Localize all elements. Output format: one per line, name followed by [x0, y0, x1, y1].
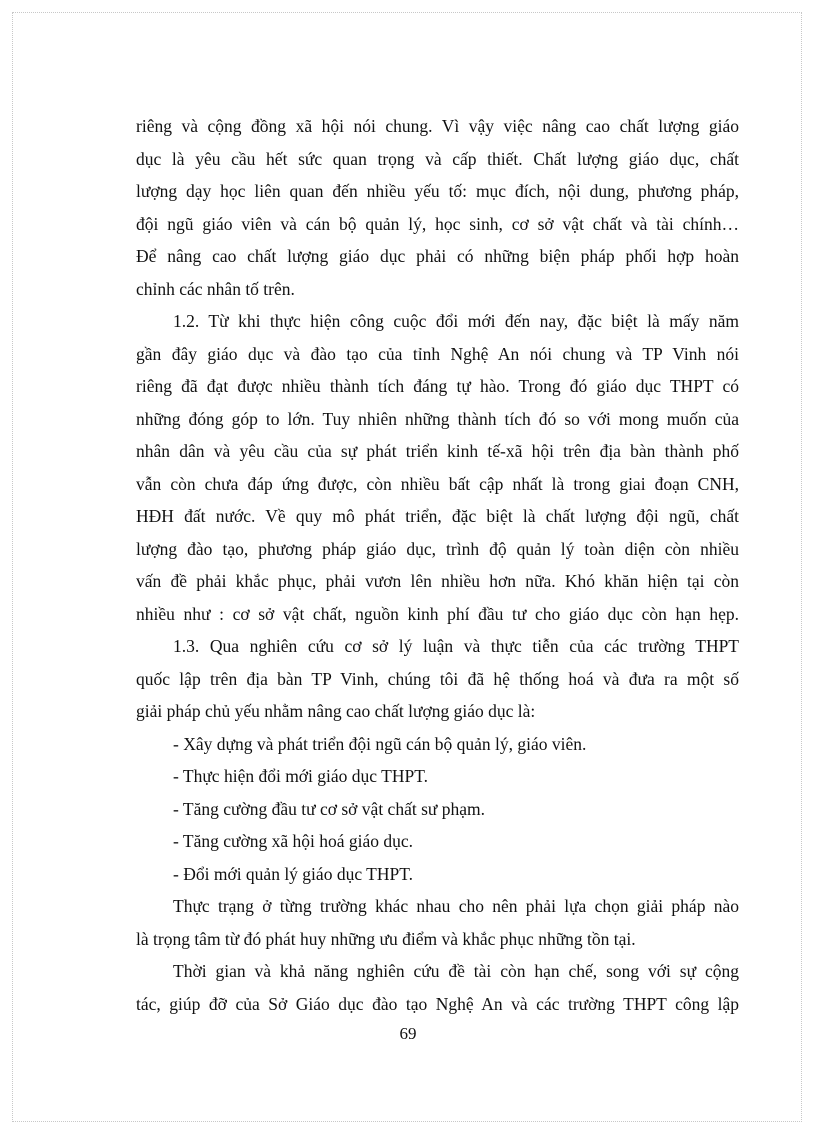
text-line: 1.2. Từ khi thực hiện công cuộc đổi mới đến nay, đặc biệt là mấy năm — [173, 311, 739, 331]
list-item: - Xây dựng và phát triển đội ngũ cán bộ quản lý, giáo viên. — [173, 733, 587, 754]
text-line: riêng và cộng đồng xã hội nói chung. Vì vậy việc nâng cao chất lượng giáo — [136, 116, 739, 136]
page-bottom-rule — [12, 1121, 802, 1122]
text-line: chỉnh các nhân tố trên. — [136, 278, 295, 299]
list-item: - Tăng cường xã hội hoá giáo dục. — [173, 831, 414, 851]
text-line: riêng đã đạt được nhiều thành tích đáng tự hào. Trong đó giáo dục THPT có — [136, 376, 739, 396]
text-line: Thực trạng ở từng trường khác nhau cho nên phải lựa chọn giải pháp nào — [173, 896, 739, 916]
text-line: HĐH đất nước. Về quy mô phát triển, đặc biệt là chất lượng đội ngũ, chất — [136, 506, 739, 526]
text-line: lượng đào tạo, phương pháp giáo dục, trình độ quản lý toàn diện còn nhiều — [136, 538, 739, 559]
text-line: nhiều như : cơ sở vật chất, nguồn kinh phí đầu tư cho giáo dục còn hạn hẹp. — [136, 603, 739, 624]
text-line: gần đây giáo dục và đào tạo của tỉnh Nghệ An nói chung và TP Vinh nói — [136, 343, 739, 364]
text-line: quốc lập trên địa bàn TP Vinh, chúng tôi đã hệ thống hoá và đưa ra một số — [136, 668, 739, 689]
body-text — [136, 110, 739, 1020]
list-item: - Tăng cường đầu tư cơ sở vật chất sư phạm. — [173, 798, 486, 819]
text-line: 1.3. Qua nghiên cứu cơ sở lý luận và thực tiễn của các trường THPT — [173, 636, 739, 656]
text-line: dục là yêu cầu hết sức quan trọng và cấp thiết. Chất lượng giáo dục, chất — [136, 148, 739, 169]
list-item: - Đổi mới quản lý giáo dục THPT. — [173, 863, 413, 884]
text-line: đội ngũ giáo viên và cán bộ quản lý, học sinh, cơ sở vật chất và tài chính… — [136, 213, 739, 234]
text-line: giải pháp chủ yếu nhằm nâng cao chất lượng giáo dục là: — [136, 701, 536, 721]
text-line: Để nâng cao chất lượng giáo dục phải có những biện pháp phối hợp hoàn — [136, 246, 739, 266]
text-line: vẫn còn chưa đáp ứng được, còn nhiều bất cập nhất là trong giai đoạn CNH, — [136, 473, 739, 494]
text-line: Thời gian và khả năng nghiên cứu đề tài còn hạn chế, song với sự cộng — [173, 961, 739, 981]
page-number: 69 — [399, 1024, 417, 1043]
text-line: những đóng góp to lớn. Tuy nhiên những thành tích đó so với mong muốn của — [136, 408, 739, 429]
text-line: vấn đề phải khắc phục, phải vươn lên nhiều hơn nữa. Khó khăn hiện tại còn — [136, 571, 739, 591]
text-line: tác, giúp đỡ của Sở Giáo dục đào tạo Nghệ An và các trường THPT công lập — [136, 993, 739, 1014]
list-item: - Thực hiện đổi mới giáo dục THPT. — [173, 766, 428, 786]
text-line: lượng dạy học liên quan đến nhiều yếu tố: mục đích, nội dung, phương pháp, — [136, 181, 739, 201]
text-line: là trọng tâm từ đó phát huy những ưu điểm và khắc phục những tồn tại. — [136, 928, 636, 949]
text-line: nhân dân và yêu cầu của sự phát triển kinh tế-xã hội trên địa bàn thành phố — [136, 441, 739, 461]
